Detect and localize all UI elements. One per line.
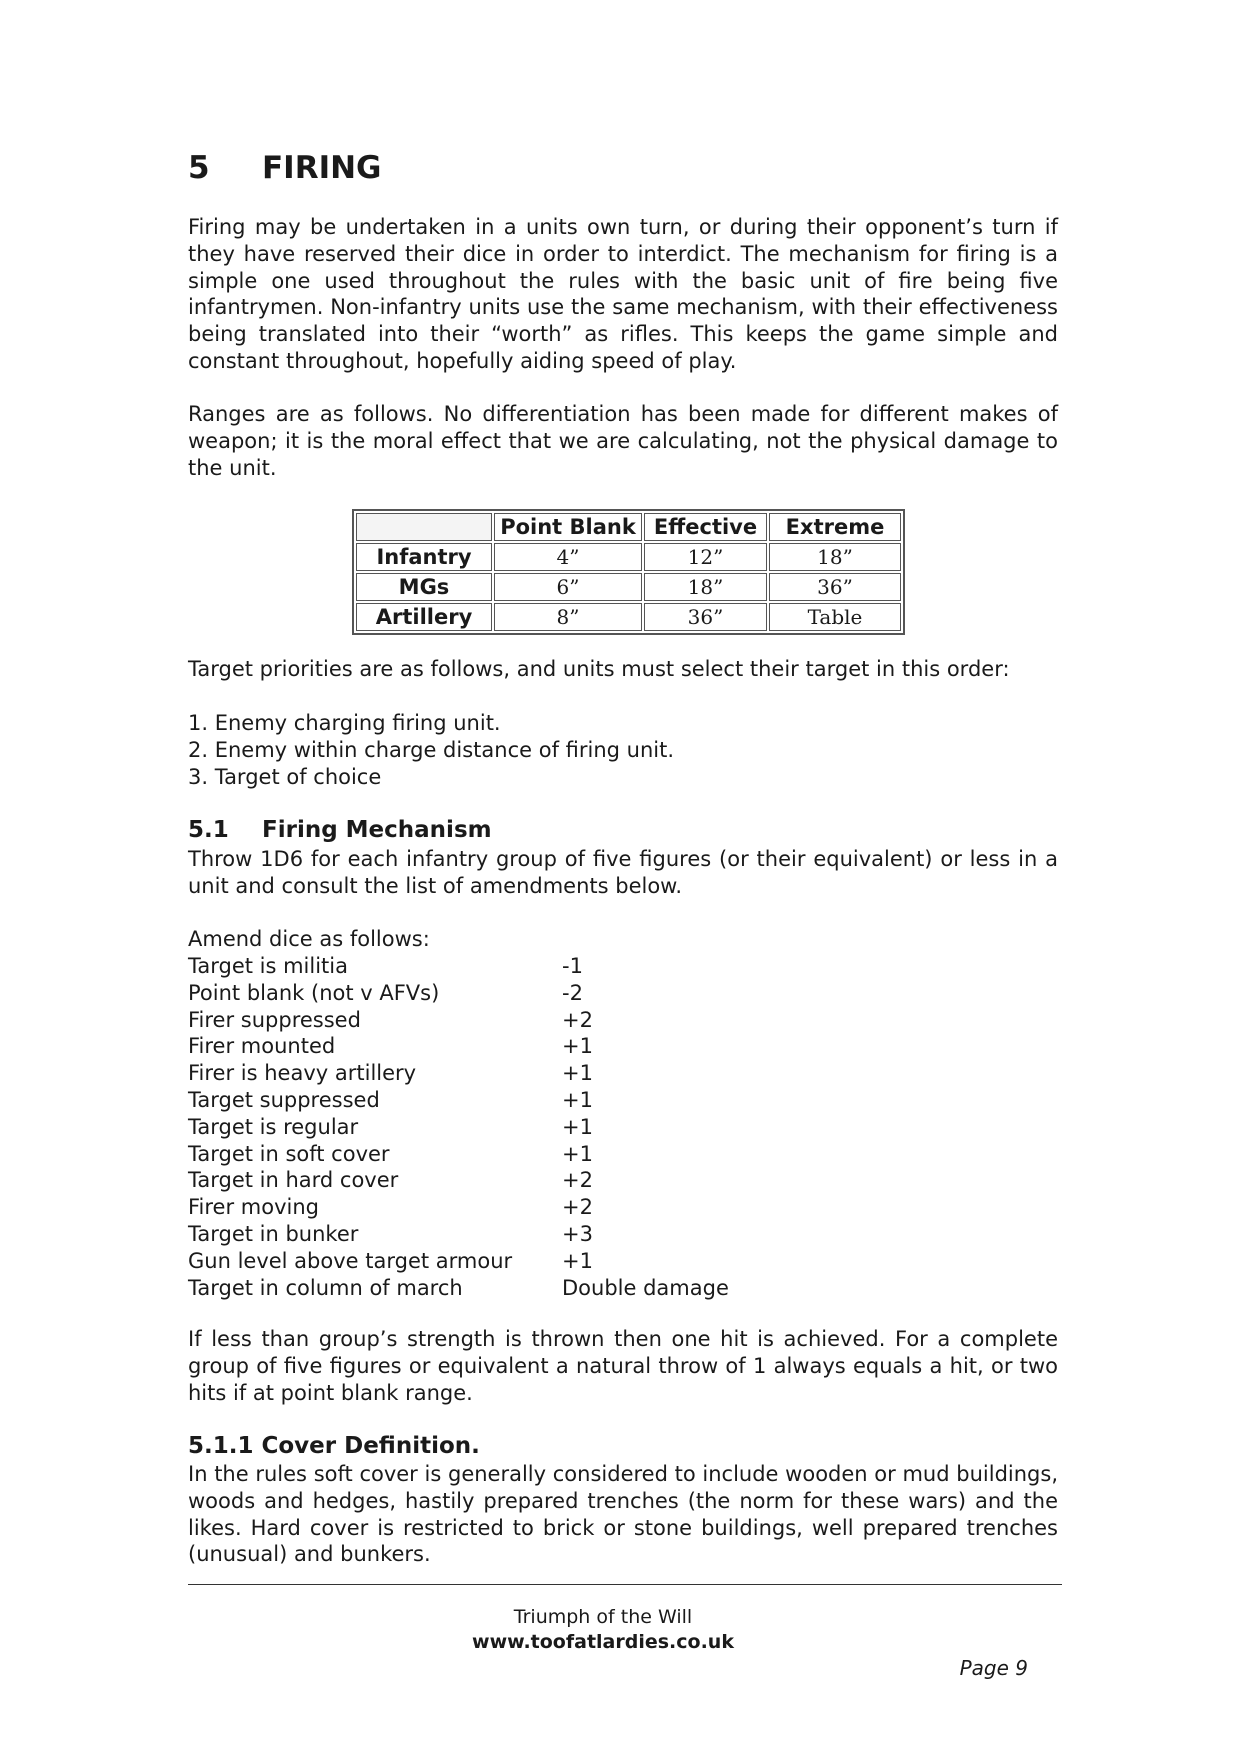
subsection-title: Firing Mechanism bbox=[262, 817, 492, 843]
range-row-label: Infantry bbox=[356, 543, 492, 571]
table-row bbox=[188, 1007, 729, 1034]
amend-value: +1 bbox=[562, 1061, 593, 1086]
range-cell: 4” bbox=[494, 543, 642, 571]
table-row bbox=[188, 1141, 729, 1168]
amend-label: Target is regular bbox=[188, 1114, 359, 1139]
priorities-list bbox=[188, 710, 674, 790]
range-cell: 8” bbox=[494, 603, 642, 631]
amend-value: +1 bbox=[562, 1114, 593, 1139]
amend-value: +1 bbox=[562, 1248, 593, 1273]
range-cell: 18” bbox=[769, 543, 901, 571]
range-cell: 36” bbox=[769, 573, 901, 601]
amend-value: +2 bbox=[562, 1168, 593, 1193]
hits-paragraph: If less than group’s strength is thrown then one hit is achieved. For a complete group of five figures or equivalent a natural throw of 1 always equals a hit, or two hits if at point blank range. bbox=[188, 1327, 1058, 1405]
amendments-table bbox=[188, 953, 729, 1301]
table-row bbox=[188, 1033, 729, 1060]
amend-title: Amend dice as follows: bbox=[188, 927, 430, 951]
table-row bbox=[188, 1221, 729, 1248]
range-header-effective: Effective bbox=[644, 513, 767, 541]
priorities-paragraph: Target priorities are as follows, and units must select their target in this order: bbox=[188, 657, 1010, 681]
amend-label: Firer is heavy artillery bbox=[188, 1061, 417, 1086]
range-cell: 6” bbox=[494, 573, 642, 601]
amend-label: Target in bunker bbox=[188, 1221, 359, 1246]
amend-label: Target in soft cover bbox=[188, 1141, 390, 1166]
list-item: 2. Enemy within charge distance of firing unit. bbox=[188, 737, 675, 762]
amend-value: +1 bbox=[562, 1087, 593, 1112]
range-table-corner bbox=[356, 513, 492, 541]
range-row-label: MGs bbox=[356, 573, 492, 601]
table-row bbox=[188, 1060, 729, 1087]
mechanism-paragraph: Throw 1D6 for each infantry group of five figures (or their equivalent) or less in a unit and consult the list of amendments below. bbox=[188, 847, 1058, 898]
section-number: 5 bbox=[188, 150, 210, 186]
footer-url: www.toofatlardies.co.uk bbox=[472, 1631, 734, 1653]
page-number: Page 9 bbox=[959, 1656, 1028, 1680]
range-row-artillery bbox=[356, 603, 901, 631]
footer-title: Triumph of the Will bbox=[513, 1606, 693, 1628]
intro-paragraph: Firing may be undertaken in a units own turn, or during their opponent’s turn if they have reserved their dice in order to interdict. The mechanism for firing is a simple one used throughout the rules with the basic unit of fire being five infantrymen. Non-infantry units use the same mechanism, with their effectiveness being translated into their “worth” as rifles. This keeps the game simple and constant throughout, hopefully aiding speed of play. bbox=[188, 215, 1058, 373]
amend-label: Target in hard cover bbox=[188, 1168, 399, 1193]
subsection-heading bbox=[188, 817, 492, 843]
range-row-mgs bbox=[356, 573, 901, 601]
table-row bbox=[188, 1248, 729, 1275]
amend-value: Double damage bbox=[562, 1275, 729, 1300]
amend-value: -1 bbox=[562, 954, 583, 978]
amend-label: Target in column of march bbox=[188, 1275, 463, 1300]
range-header-point-blank: Point Blank bbox=[494, 513, 642, 541]
range-row-infantry bbox=[356, 543, 901, 571]
table-row bbox=[188, 980, 729, 1007]
ranges-paragraph: Ranges are as follows. No differentiation has been made for different makes of weapon; it is the moral effect that we are calculating, not the physical damage to the unit. bbox=[188, 402, 1058, 480]
footer-divider bbox=[188, 1584, 1062, 1585]
section-heading bbox=[188, 150, 382, 186]
subsection-number: 5.1 bbox=[188, 817, 229, 843]
amend-label: Firer suppressed bbox=[188, 1007, 361, 1032]
range-table-header-row bbox=[356, 513, 901, 541]
range-header-extreme: Extreme bbox=[769, 513, 901, 541]
amend-value: +2 bbox=[562, 1007, 593, 1032]
amend-label: Target suppressed bbox=[188, 1087, 380, 1112]
amend-label: Firer moving bbox=[188, 1195, 319, 1220]
range-row-label: Artillery bbox=[356, 603, 492, 631]
table-row bbox=[188, 953, 729, 980]
amend-label: Point blank (not v AFVs) bbox=[188, 980, 440, 1005]
table-row bbox=[188, 1114, 729, 1141]
section-title: FIRING bbox=[262, 150, 382, 186]
amend-value: +2 bbox=[562, 1195, 593, 1220]
amend-label: Target is militia bbox=[188, 954, 348, 978]
amend-value: -2 bbox=[562, 980, 583, 1005]
range-table bbox=[352, 509, 905, 635]
table-row bbox=[188, 1167, 729, 1194]
cover-paragraph: In the rules soft cover is generally considered to include wooden or mud buildings, woods and hedges, hastily prepared trenches (the norm for these wars) and the likes. Hard cover is restricted to brick or stone buildings, well prepared trenches (unusual) and bunkers. bbox=[188, 1462, 1058, 1567]
amend-label: Gun level above target armour bbox=[188, 1248, 513, 1273]
amend-label: Firer mounted bbox=[188, 1034, 336, 1059]
list-item: 1. Enemy charging firing unit. bbox=[188, 711, 501, 735]
table-row bbox=[188, 1087, 729, 1114]
list-item: 3. Target of choice bbox=[188, 764, 382, 789]
range-cell: 36” bbox=[644, 603, 767, 631]
table-row bbox=[188, 1194, 729, 1221]
range-cell: 12” bbox=[644, 543, 767, 571]
amend-value: +1 bbox=[562, 1141, 593, 1166]
table-row bbox=[188, 1275, 729, 1302]
amend-value: +1 bbox=[562, 1034, 593, 1059]
amend-value: +3 bbox=[562, 1221, 593, 1246]
range-cell: 18” bbox=[644, 573, 767, 601]
range-cell: Table bbox=[769, 603, 901, 631]
subsubsection-heading: 5.1.1 Cover Definition. bbox=[188, 1433, 480, 1459]
